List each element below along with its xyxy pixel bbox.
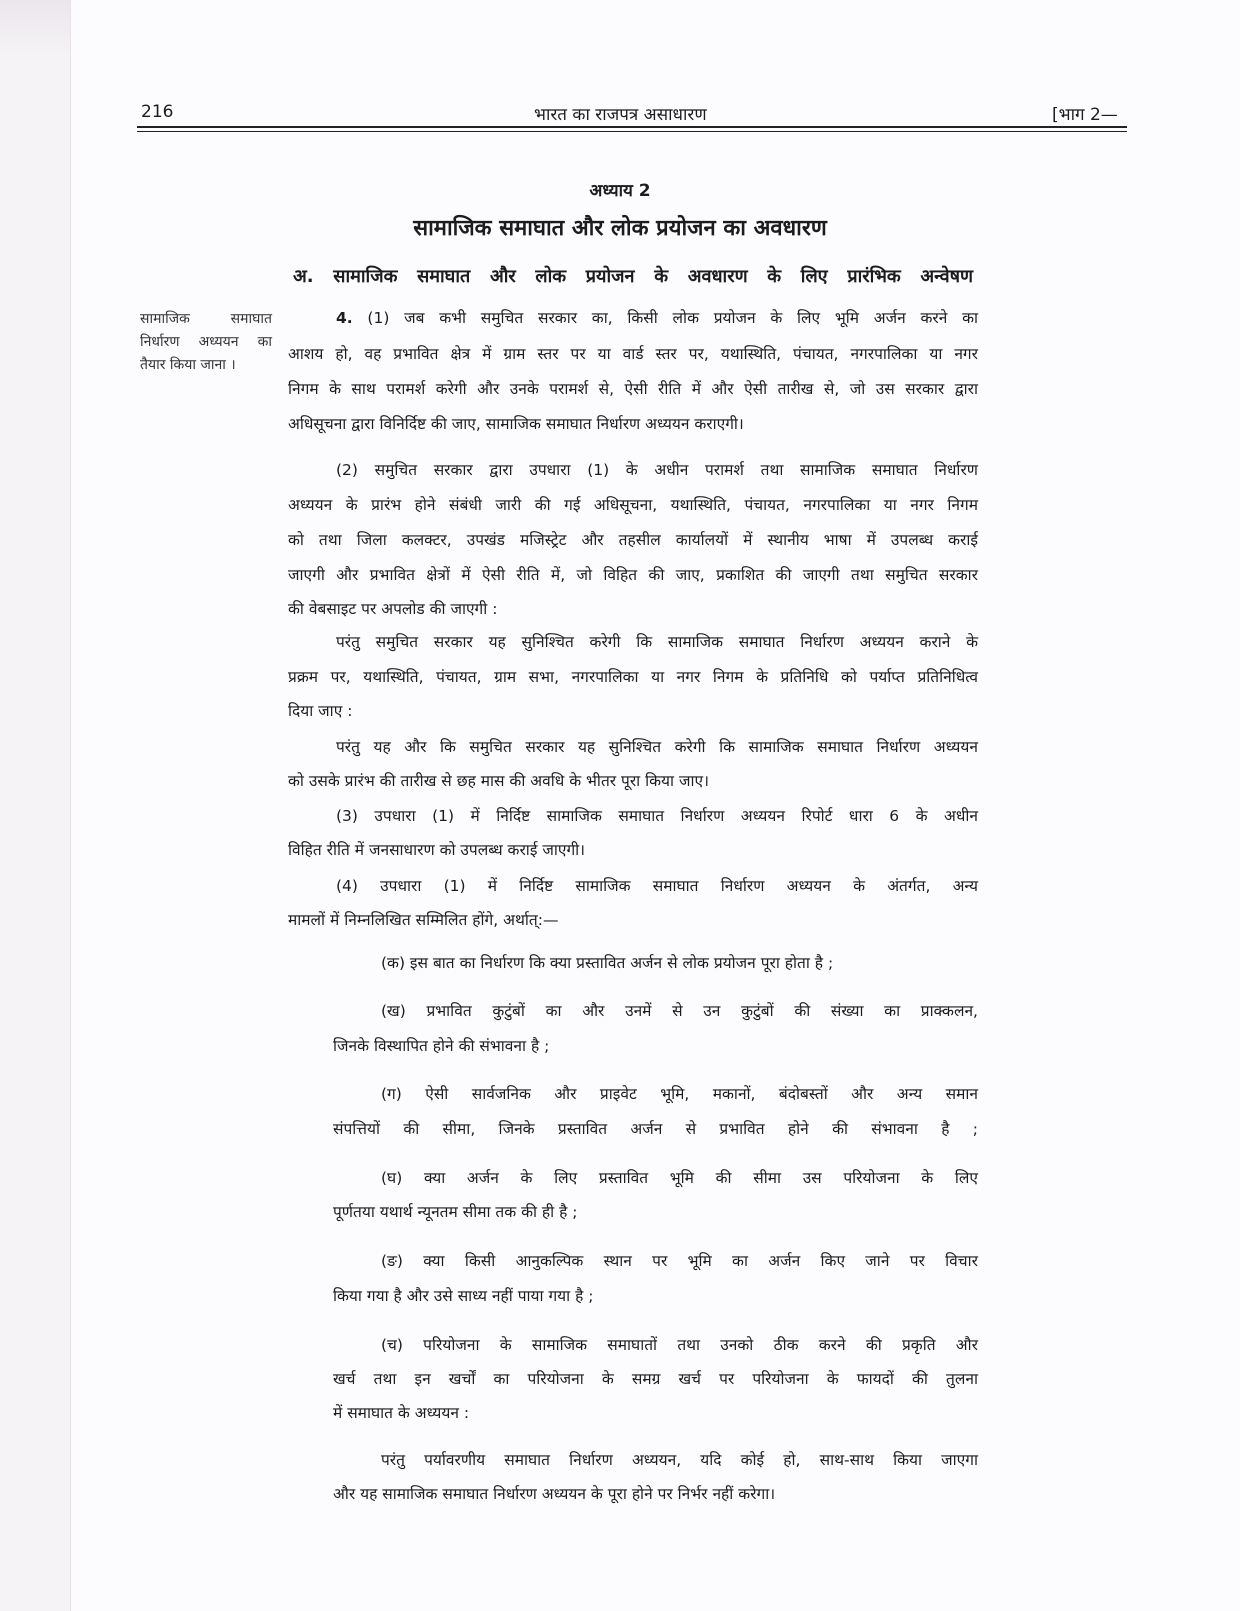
header-rule	[137, 126, 1127, 128]
paragraph-line: जाएगी और प्रभावित क्षेत्रों में ऐसी रीति में, जो विहित की जाए, प्रकाशित की जाएगी तथा समुचित सरकार	[288, 566, 978, 584]
chapter-title: सामाजिक समाघात और लोक प्रयोजन का अवधारण	[413, 216, 827, 241]
paragraph-line: दिया जाए :	[288, 702, 353, 720]
page-number: 216	[141, 102, 174, 122]
paragraph-line: प्रक्रम पर, यथास्थिति, पंचायत, ग्राम सभा, नगरपालिका या नगर निगम के प्रतिनिधि को पर्याप्त प्रतिनिधित्व	[288, 668, 978, 686]
clause-ka: (क) इस बात का निर्धारण कि क्या प्रस्तावित अर्जन से लोक प्रयोजन पूरा होता है ;	[381, 954, 834, 972]
section-heading: अ. सामाजिक समाघात और लोक प्रयोजन के अवधारण के लिए प्रारंभिक अन्वेषण	[293, 266, 973, 287]
margin-note-line: निर्धारण अध्ययन का	[140, 334, 272, 350]
clause-ga-cont: संपत्तियों की सीमा, जिनके प्रस्तावित अर्जन से प्रभावित होने की संभावना है ;	[333, 1120, 978, 1138]
paragraph-line: परंतु समुचित सरकार यह सुनिश्चित करेगी कि सामाजिक समाघात निर्धारण अध्ययन कराने के	[336, 633, 978, 651]
clause-kha: (ख) प्रभावित कुटुंबों का और उनमें से उन कुटुंबों की संख्या का प्राक्कलन,	[381, 1002, 978, 1020]
paragraph-line: आशय हो, वह प्रभावित क्षेत्र में ग्राम स्तर पर या वार्ड स्तर पर, यथास्थिति, पंचायत, नगरपालिका या नगर	[288, 345, 978, 363]
paragraph-line: परंतु यह और कि समुचित सरकार यह सुनिश्चित करेगी कि सामाजिक समाघात निर्धारण अध्ययन	[336, 738, 978, 756]
clause-gha-cont: पूर्णतया यथार्थ न्यूनतम सीमा तक की ही है ;	[333, 1203, 578, 1221]
paragraph-line: विहित रीति में जनसाधारण को उपलब्ध कराई जाएगी।	[288, 841, 586, 859]
margin-note-line: सामाजिक समाघात	[140, 311, 272, 327]
paragraph-line: अध्ययन के प्रारंभ होने संबंधी जारी की गई अधिसूचना, यथास्थिति, पंचायत, नगरपालिका या नगर निगम	[288, 496, 978, 514]
proviso-line: और यह सामाजिक समाघात निर्धारण अध्ययन के पूरा होने पर निर्भर नहीं करेगा।	[333, 1485, 776, 1503]
paragraph-line: को तथा जिला कलक्टर, उपखंड मजिस्ट्रेट और तहसील कार्यालयों में स्थानीय भाषा में उपलब्ध कराई	[288, 531, 978, 549]
part-label: [भाग 2—	[1052, 105, 1118, 125]
paragraph-line: अधिसूचना द्वारा विनिर्दिष्ट की जाए, सामाजिक समाघात निर्धारण अध्ययन कराएगी।	[288, 415, 744, 433]
paragraph-line: (4) उपधारा (1) में निर्दिष्ट सामाजिक समाघात निर्धारण अध्ययन के अंतर्गत, अन्य	[336, 877, 978, 895]
paragraph-line: 4. (1) जब कभी समुचित सरकार का, किसी लोक प्रयोजन के लिए भूमि अर्जन करने का	[336, 309, 978, 327]
paragraph-line: (2) समुचित सरकार द्वारा उपधारा (1) के अधीन परामर्श तथा सामाजिक समाघात निर्धारण	[336, 461, 978, 479]
clause-cha-cont: में समाघात के अध्ययन :	[333, 1404, 470, 1422]
clause-nga-cont: किया गया है और उसे साध्य नहीं पाया गया है ;	[333, 1287, 594, 1305]
clause-cha: (च) परियोजना के सामाजिक समाघातों तथा उनको ठीक करने की प्रकृति और	[381, 1336, 978, 1354]
clause-ga: (ग) ऐसी सार्वजनिक और प्राइवेट भूमि, मकानों, बंदोबस्तों और अन्य समान	[381, 1085, 978, 1103]
paragraph-line: को उसके प्रारंभ की तारीख से छह मास की अवधि के भीतर पूरा किया जाए।	[288, 772, 709, 790]
gazette-title: भारत का राजपत्र असाधारण	[534, 105, 707, 125]
margin-note-line: तैयार किया जाना ।	[140, 357, 236, 373]
clause-cha-cont: खर्च तथा इन खर्चों का परियोजना के समग्र खर्च पर परियोजना के फायदों की तुलना	[333, 1370, 978, 1388]
paragraph-line: की वेबसाइट पर अपलोड की जाएगी :	[288, 600, 498, 618]
chapter-label: अध्याय 2	[589, 181, 651, 201]
paragraph-line: निगम के साथ परामर्श करेगी और उनके परामर्श से, ऐसी रीति में और ऐसी तारीख से, जो उस सरकार द्वारा	[288, 380, 978, 398]
clause-nga: (ङ) क्या किसी आनुकल्पिक स्थान पर भूमि का अर्जन किए जाने पर विचार	[381, 1252, 978, 1270]
paragraph-line: मामलों में निम्नलिखित सम्मिलित होंगे, अर्थात्:—	[288, 911, 559, 929]
clause-gha: (घ) क्या अर्जन के लिए प्रस्तावित भूमि की सीमा उस परियोजना के लिए	[381, 1169, 978, 1187]
proviso-line: परंतु पर्यावरणीय समाघात निर्धारण अध्ययन, यदि कोई हो, साथ-साथ किया जाएगा	[381, 1451, 978, 1469]
section-number: 4.	[336, 309, 353, 327]
clause-kha-cont: जिनके विस्थापित होने की संभावना है ;	[333, 1037, 550, 1055]
margin-note	[140, 308, 272, 377]
header-rule-thin	[137, 131, 1127, 132]
paragraph-line: (3) उपधारा (1) में निर्दिष्ट सामाजिक समाघात निर्धारण अध्ययन रिपोर्ट धारा 6 के अधीन	[336, 807, 978, 825]
